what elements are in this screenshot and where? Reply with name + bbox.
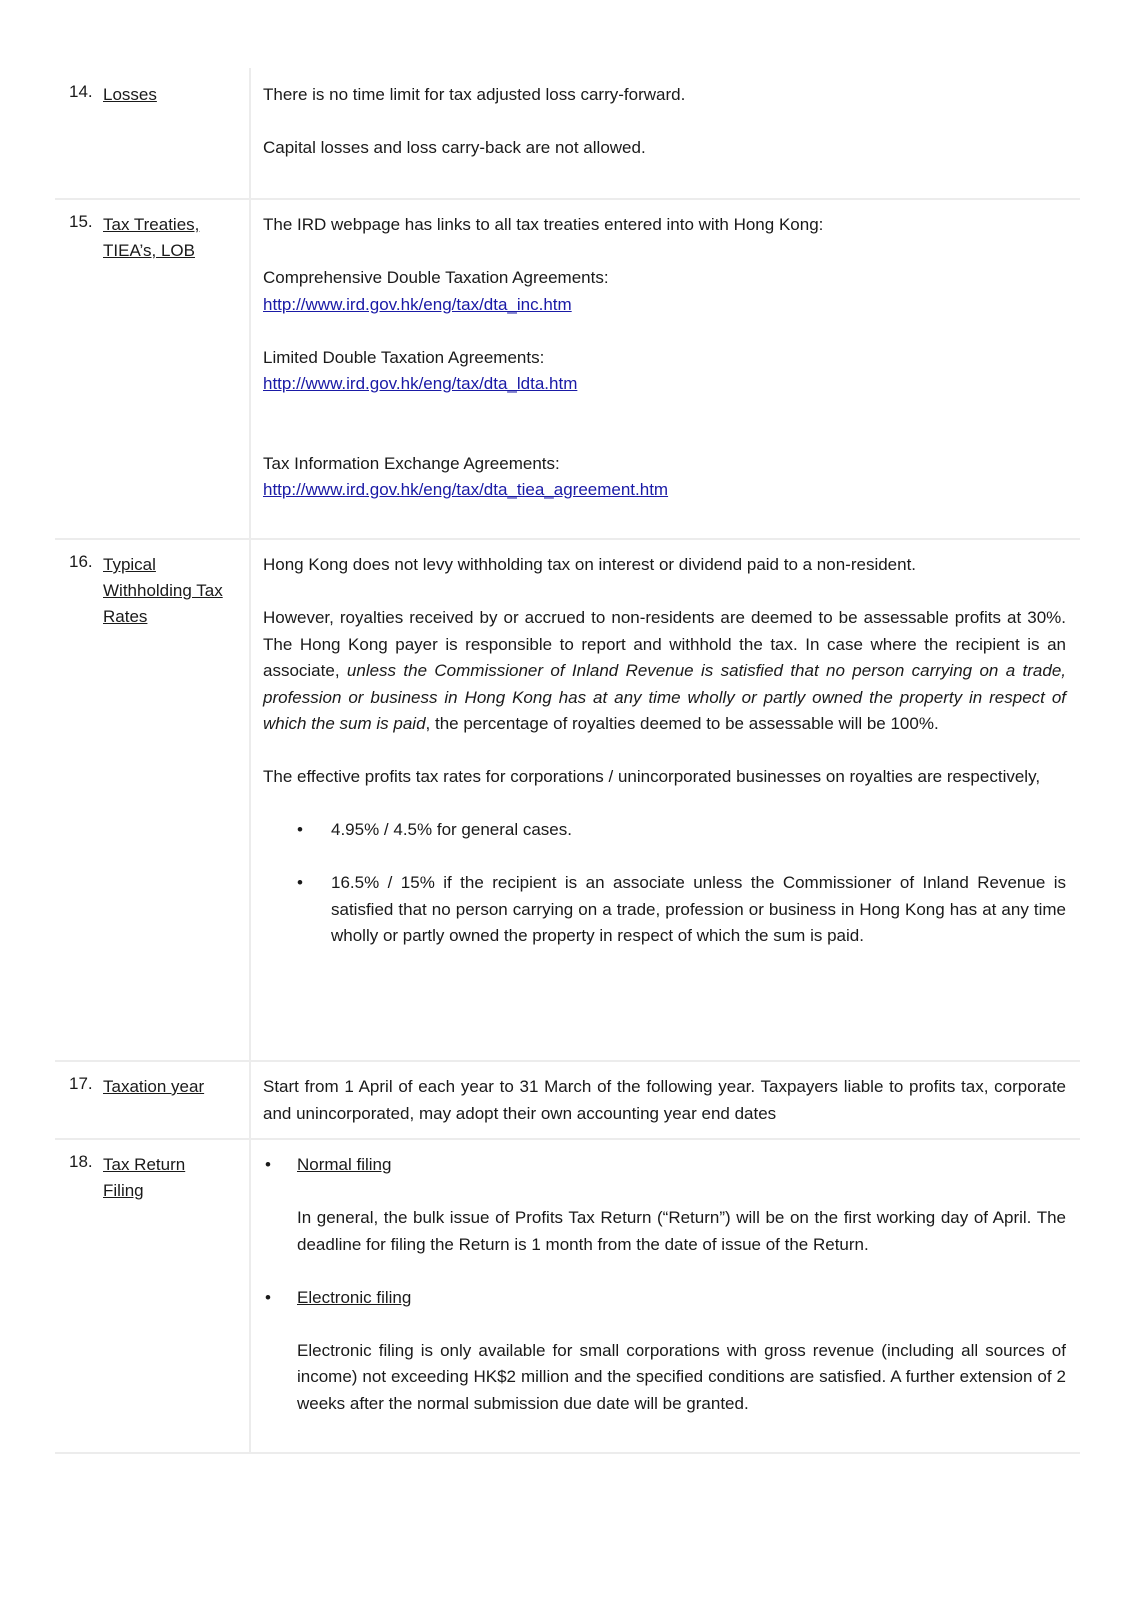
row-label: Tax Treaties,	[103, 215, 200, 234]
bullet-item: • 16.5% / 15% if the recipient is an associate unless the Commissioner of Inland Revenue is satisfied that no person carrying on a trade, profession or business in Hong Kong has at any time wholly or partly owned the property in respect of which the sum is paid.	[263, 870, 1066, 950]
row-label-cell	[55, 68, 251, 198]
row-withholding-tax	[55, 540, 1080, 1062]
row-losses	[55, 68, 1080, 200]
row-content-cell	[251, 68, 1080, 198]
row-label: Taxation year	[103, 1077, 205, 1096]
paragraph: There is no time limit for tax adjusted loss carry-forward.	[263, 85, 686, 104]
row-label: Filing	[103, 1181, 144, 1200]
row-tax-treaties	[55, 200, 1080, 540]
dta-limited-link[interactable]: http://www.ird.gov.hk/eng/tax/dta_ldta.htm	[263, 374, 578, 393]
row-content-cell	[251, 1062, 1080, 1138]
row-taxation-year	[55, 1062, 1080, 1140]
row-label: Rates	[103, 607, 148, 626]
row-number: 18.	[69, 1152, 93, 1171]
paragraph: Capital losses and loss carry-back are not allowed.	[263, 138, 646, 157]
row-content-cell	[251, 540, 1080, 1060]
row-number: 14.	[69, 82, 93, 101]
bullet-icon: •	[297, 873, 303, 892]
row-content-cell	[251, 1140, 1080, 1452]
row-label: TIEA’s, LOB	[103, 241, 195, 260]
link-title: Tax Information Exchange Agreements:	[263, 453, 560, 473]
row-label: Typical	[103, 555, 156, 574]
link-title: Comprehensive Double Taxation Agreements:	[263, 268, 609, 287]
row-label-cell	[55, 1062, 251, 1138]
paragraph: The IRD webpage has links to all tax treaties entered into with Hong Kong:	[263, 215, 824, 234]
link-title: Limited Double Taxation Agreements:	[263, 347, 545, 367]
row-number: 15.	[69, 212, 93, 231]
tax-info-table	[55, 68, 1080, 1454]
row-content-cell	[251, 200, 1080, 538]
section-heading: • Normal filing	[263, 1152, 1066, 1179]
row-label-cell	[55, 540, 251, 1060]
section-heading: • Electronic filing	[263, 1285, 1066, 1312]
row-label: Losses	[103, 85, 157, 104]
paragraph: In general, the bulk issue of Profits Tax Return (“Return”) will be on the first working day of April. The deadline for filing the Return is 1 month from the date of issue of the Return.	[297, 1208, 1066, 1254]
row-label-cell	[55, 1140, 251, 1452]
row-label: Withholding Tax	[103, 581, 223, 600]
paragraph: Electronic filing is only available for small corporations with gross revenue (including all sources of income) not exceeding HK$2 million and the specified conditions are satisfied. A further extension of 2 weeks after the normal submission due date will be granted.	[297, 1340, 1066, 1413]
bullet-item: • 4.95% / 4.5% for general cases.	[263, 817, 1066, 844]
row-label: Tax Return	[103, 1155, 186, 1174]
bullet-icon: •	[297, 820, 303, 839]
row-number: 16.	[69, 552, 93, 571]
row-tax-return-filing	[55, 1140, 1080, 1454]
paragraph: However, royalties received by or accrued to non-residents are deemed to be assessable profits at 30%. The Hong Kong payer is responsible to report and withhold the tax. In case where the recipient is an associate, unless the Commissioner of Inland Revenue is satisfied that no person carrying on a trade, profession or business in Hong Kong has at any time wholly or partly owned the property in respect of which the sum is paid, the percentage of royalties deemed to be assessable will be 100%.	[263, 608, 1067, 733]
paragraph: Start from 1 April of each year to 31 March of the following year. Taxpayers liable to profits tax, corporate and unincorporated, may adopt their own accounting year end dates	[263, 1077, 1066, 1123]
bullet-icon: •	[265, 1155, 271, 1174]
paragraph: The effective profits tax rates for corporations / unincorporated businesses on royalties are respectively,	[263, 767, 1041, 786]
tiea-link[interactable]: http://www.ird.gov.hk/eng/tax/dta_tiea_agreement.htm	[263, 480, 669, 499]
dta-comprehensive-link[interactable]: http://www.ird.gov.hk/eng/tax/dta_inc.htm	[263, 294, 572, 314]
bullet-icon: •	[265, 1287, 271, 1307]
paragraph: Hong Kong does not levy withholding tax on interest or dividend paid to a non-resident.	[263, 555, 917, 574]
row-number: 17.	[69, 1074, 93, 1093]
row-label-cell	[55, 200, 251, 538]
